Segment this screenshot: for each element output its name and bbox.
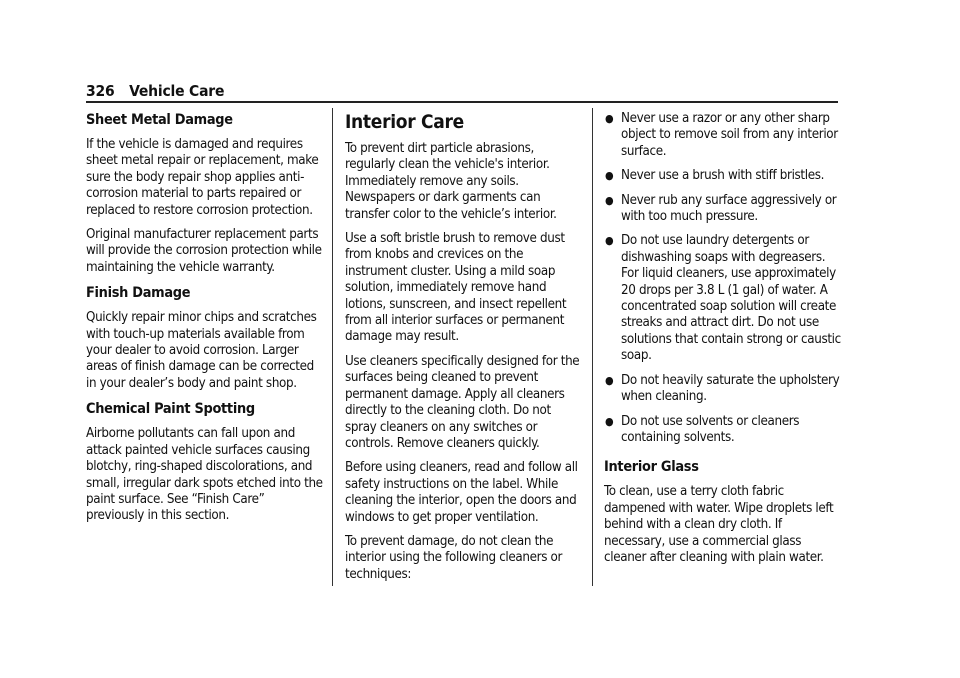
paragraph: Before using cleaners, read and follow all safety instructions on the label. While cleaning the interior, open the doors and windows to get proper ventilation. (345, 460, 578, 525)
page-header (86, 82, 224, 100)
list-item-text: Do not use laundry detergents or dishwashing soaps with degreasers. For liquid cleaners, use approximately 20 drops per 3.8 L (1 gal) of water. A concentrated soap solution will create streaks and attract dirt. Do not use solutions that contain strong or caustic soap. (621, 233, 841, 364)
column-2 (345, 111, 583, 591)
bullet-icon: ● (605, 169, 614, 183)
list-item-text: Never use a razor or any other sharp object to remove soil from any interior surface. (621, 111, 838, 159)
list-item (604, 111, 844, 160)
paragraph: Airborne pollutants can fall upon and attack painted vehicle surfaces causing blotchy, ring-shaped discolorations, and small, irregular dark spots etched into the paint surface. See “Finish Care” previously in this section. (86, 426, 323, 524)
paragraph: To prevent damage, do not clean the interior using the following cleaners or techniques: (345, 533, 563, 582)
bullet-icon: ● (605, 414, 614, 428)
paragraph: Use cleaners specifically designed for the surfaces being cleaned to prevent permanent damage. Apply all cleaners directly to the cleaning cloth. Do not spray cleaners on any switches or controls. Remove cleaners quickly. (345, 353, 580, 451)
column-divider-2 (592, 108, 593, 586)
paragraph: Quickly repair minor chips and scratches with touch-up materials available from your dealer to avoid corrosion. Larger areas of finish damage can be corrected in your dealer’s body and paint shop. (86, 310, 317, 391)
paragraph: To prevent dirt particle abrasions, regularly clean the vehicle's interior. Immediately remove any soils. Newspapers or dark garments can transfer color to the vehicle’s interior. (345, 141, 557, 222)
page-number: 326 (86, 82, 115, 100)
list-item (604, 193, 844, 226)
column-divider-1 (332, 108, 333, 586)
heading-finish-damage: Finish Damage (86, 285, 191, 302)
heading-interior-care: Interior Care (345, 111, 464, 133)
paragraph: Use a soft bristle brush to remove dust from knobs and crevices on the instrument cluster. Using a mild soap solution, immediately remove hand lotions, sunscreen, and insect repellent from all interior surfaces or permanent damage may result. (345, 231, 567, 345)
column-1 (86, 111, 324, 533)
paragraph: To clean, use a terry cloth fabric dampened with water. Wipe droplets left behind with a clean dry cloth. If necessary, use a commercial glass cleaner after cleaning with plain water. (604, 484, 834, 565)
heading-interior-glass: Interior Glass (604, 459, 699, 476)
section-title: Vehicle Care (129, 82, 225, 100)
header-rule (86, 101, 838, 103)
bullet-icon: ● (605, 193, 614, 207)
bullet-list (604, 111, 844, 446)
paragraph: If the vehicle is damaged and requires sheet metal repair or replacement, make sure the body repair shop applies anti-corrosion material to parts repaired or replaced to restore corrosion protection. (86, 137, 319, 218)
list-item-text: Never rub any surface aggressively or with too much pressure. (621, 192, 837, 225)
list-item (604, 373, 844, 406)
column-3 (604, 111, 844, 574)
paragraph: Original manufacturer replacement parts will provide the corrosion protection while maintaining the vehicle warranty. (86, 227, 322, 275)
list-item-text: Do not use solvents or cleaners containing solvents. (621, 413, 800, 445)
heading-sheet-metal-damage: Sheet Metal Damage (86, 112, 233, 128)
list-item (604, 414, 844, 447)
list-item (604, 168, 844, 184)
bullet-icon: ● (605, 234, 614, 248)
list-item-text: Do not heavily saturate the upholstery when cleaning. (621, 372, 840, 405)
list-item-text: Never use a brush with stiff bristles. (621, 168, 825, 184)
list-item (604, 233, 844, 364)
bullet-icon: ● (605, 373, 614, 387)
heading-chemical-paint-spotting: Chemical Paint Spotting (86, 401, 255, 418)
bullet-icon: ● (605, 112, 614, 125)
